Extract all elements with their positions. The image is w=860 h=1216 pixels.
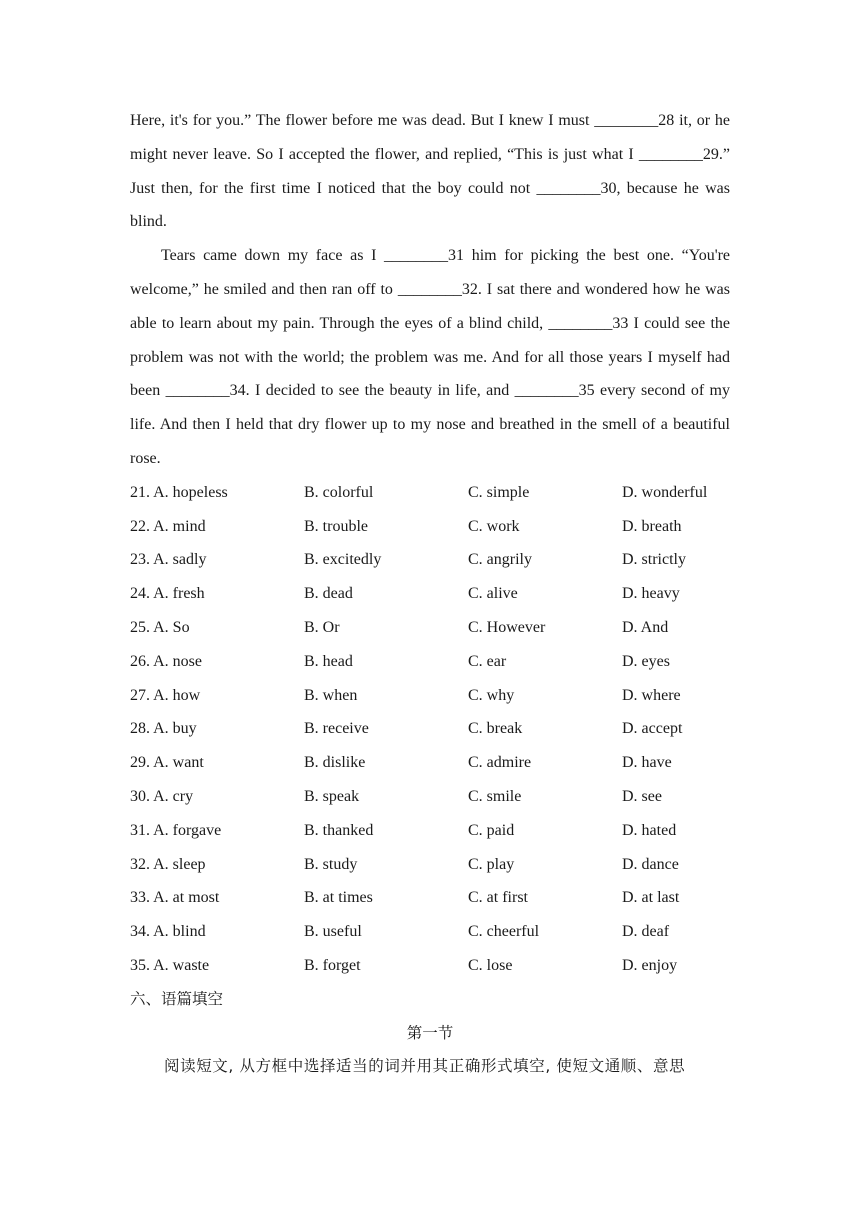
option-b: B. study <box>304 855 358 873</box>
option-b: B. forget <box>304 956 361 974</box>
option-d: D. wonderful <box>622 483 708 501</box>
question-24 <box>130 577 730 611</box>
question-23 <box>130 543 730 577</box>
option-b: B. head <box>304 652 353 670</box>
option-a: 31. A. forgave <box>130 821 222 839</box>
option-b: B. colorful <box>304 483 374 501</box>
option-a: 24. A. fresh <box>130 585 205 603</box>
option-b: B. at times <box>304 889 373 907</box>
option-c: C. ear <box>468 652 507 670</box>
option-d: D. hated <box>622 821 677 839</box>
option-c: C. However <box>468 618 546 636</box>
question-29 <box>130 746 730 780</box>
question-27 <box>130 679 730 713</box>
option-c: C. at first <box>468 889 528 907</box>
option-b: B. speak <box>304 787 360 805</box>
question-options-list <box>130 476 730 983</box>
option-c: C. lose <box>468 956 513 974</box>
option-b: B. useful <box>304 923 362 941</box>
option-c: C. paid <box>468 821 515 839</box>
question-35 <box>130 949 730 983</box>
option-a: 23. A. sadly <box>130 551 207 569</box>
option-a: 21. A. hopeless <box>130 483 228 501</box>
option-b: B. excitedly <box>304 551 382 569</box>
option-d: D. dance <box>622 855 679 873</box>
document-page <box>130 104 730 1084</box>
option-b: B. dead <box>304 585 353 603</box>
question-26 <box>130 645 730 679</box>
question-30 <box>130 780 730 814</box>
option-b: B. receive <box>304 720 369 738</box>
option-a: 30. A. cry <box>130 787 194 805</box>
option-c: C. admire <box>468 754 532 772</box>
option-d: D. at last <box>622 889 680 907</box>
option-c: C. smile <box>468 787 522 805</box>
option-d: D. And <box>622 618 669 636</box>
section-subtitle: 第一节 <box>406 1023 454 1042</box>
passage-paragraph-1: Here, it's for you.” The flower before me was dead. But I knew I must ________28 it, or he might never leave. So I accepted the flower, and replied, “This is just what I ________29.” Just then, for the first time I noticed that the boy could not ________30, because he was blind. <box>130 112 730 231</box>
option-a: 28. A. buy <box>130 720 197 738</box>
option-a: 29. A. want <box>130 754 204 772</box>
option-d: D. breath <box>622 517 682 535</box>
question-31 <box>130 814 730 848</box>
question-22 <box>130 510 730 544</box>
option-d: D. accept <box>622 720 683 738</box>
option-d: D. see <box>622 787 662 805</box>
question-28 <box>130 712 730 746</box>
option-a: 27. A. how <box>130 686 201 704</box>
option-a: 34. A. blind <box>130 923 206 941</box>
section-instruction: 阅读短文, 从方框中选择适当的词并用其正确形式填空, 使短文通顺、意思 <box>164 1057 686 1076</box>
option-c: C. why <box>468 686 515 704</box>
question-21 <box>130 476 730 510</box>
option-b: B. thanked <box>304 821 374 839</box>
option-d: D. enjoy <box>622 956 678 974</box>
question-25 <box>130 611 730 645</box>
question-32 <box>130 848 730 882</box>
option-a: 33. A. at most <box>130 889 220 907</box>
option-d: D. where <box>622 686 681 704</box>
option-c: C. angrily <box>468 551 532 569</box>
option-a: 26. A. nose <box>130 652 202 670</box>
option-b: B. dislike <box>304 754 366 772</box>
option-b: B. when <box>304 686 358 704</box>
option-c: C. work <box>468 517 520 535</box>
option-d: D. strictly <box>622 551 686 569</box>
option-a: 32. A. sleep <box>130 855 206 873</box>
section-title: 六、语篇填空 <box>130 989 224 1008</box>
option-a: 22. A. mind <box>130 517 206 535</box>
question-34 <box>130 915 730 949</box>
option-c: C. simple <box>468 483 530 501</box>
question-33 <box>130 881 730 915</box>
option-a: 35. A. waste <box>130 956 210 974</box>
option-c: C. cheerful <box>468 923 540 941</box>
option-a: 25. A. So <box>130 618 190 636</box>
option-c: C. alive <box>468 585 518 603</box>
option-d: D. have <box>622 754 672 772</box>
passage-paragraph-2: Tears came down my face as I ________31 him for picking the best one. “You're welcome,” he smiled and then ran off to ________32. I sat there and wondered how he was able to learn about my pain. Through the eyes of a blind child, ________33 I could see the problem was not with the world; the problem was me. And for all those years I myself had been ________34. I decided to see the beauty in life, and ________35 every second of my life. And then I held that dry flower up to my nose and breathed in the smell of a beautiful rose. <box>130 247 730 467</box>
option-d: D. heavy <box>622 585 680 603</box>
option-c: C. break <box>468 720 523 738</box>
option-b: B. trouble <box>304 517 368 535</box>
option-c: C. play <box>468 855 515 873</box>
option-d: D. eyes <box>622 652 670 670</box>
option-b: B. Or <box>304 618 340 636</box>
option-d: D. deaf <box>622 923 670 941</box>
